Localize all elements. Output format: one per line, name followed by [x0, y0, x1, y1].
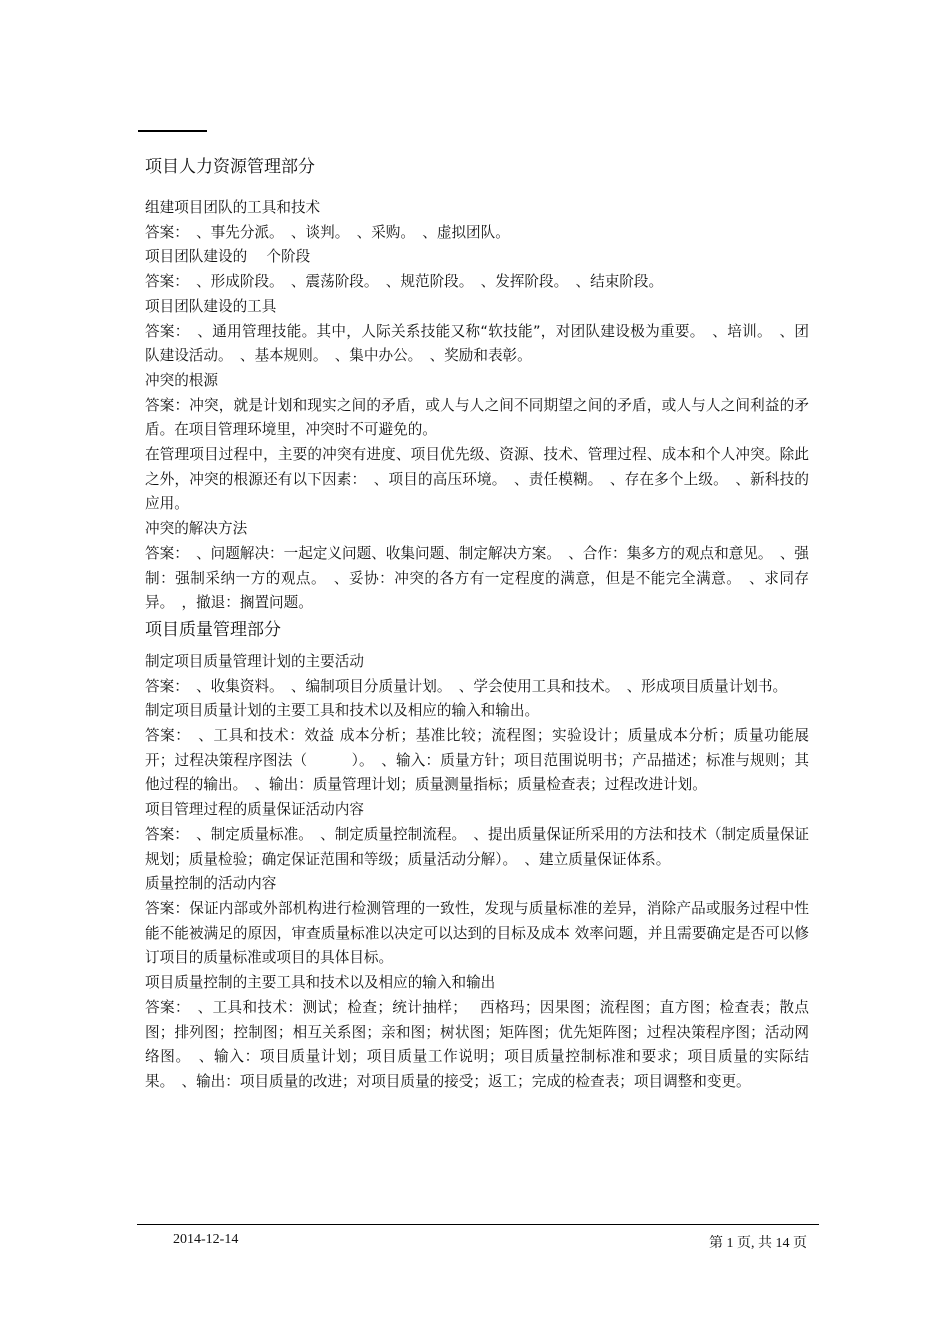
section-heading-quality: 项目质量管理部分 — [145, 619, 281, 640]
question-title: 制定项目质量管理计划的主要活动 — [145, 652, 364, 670]
question-title: 制定项目质量计划的主要工具和技术以及相应的输入和输出。 — [145, 702, 540, 720]
question-title: 项目团队建设的工具 — [145, 297, 277, 315]
question-title: 组建项目团队的工具和技术 — [145, 199, 321, 216]
question-title: 项目团队建设的 个阶段 — [145, 248, 311, 266]
answer-text: 答案： 、通用管理技能。其中，人际关系技能又称“软技能”，对团队建设极为重要。 、培训。 、团队建设活动。 、基本规则。 、集中办公。 、奖励和表彰。 — [145, 322, 809, 365]
answer-text: 答案： 、问题解决：一起定义问题、收集问题、制定解决方案。 、合作：集多方的观点和意见。 、强制：强制采纳一方的观点。 、妥协：冲突的各方有一定程度的满意，但是不能完全满意。 、求同存异。 ，撤退：搁置问题。 — [145, 544, 810, 612]
footer-date: 2014-12-14 — [173, 1232, 239, 1247]
answer-text: 答案： 、工具和技术：测试；检查；统计抽样； 西格玛；因果图；流程图；直方图；检查表；散点图；排列图；控制图；相互关系图；亲和图；树状图；矩阵图；优先矩阵图；过程决策程序图；活动网络图。 、输入：项目质量计划；项目质量工作说明；项目质量控制标准和要求；项目质量的实际结果。 、输出：项目质量的改进；对项目质量的接受；返工；完成的检查表；项目调整和变更。 — [145, 998, 809, 1090]
answer-text: 答案： 、工具和技术：效益 成本分析；基准比较；流程图；实验设计；质量成本分析；质量功能展开；过程决策程序图法（ ）。 、输入：质量方针；项目范围说明书；产品描述；标准与规则；其他过程的输出。 、输出：质量管理计划；质量测量指标；质量检查表；过程改进计划。 — [145, 727, 809, 794]
question-title: 项目管理过程的质量保证活动内容 — [145, 801, 364, 819]
header-rule — [138, 130, 207, 132]
answer-text: 答案： 、收集资料。 、编制项目分质量计划。 、学会使用工具和技术。 、形成项目质量计划书。 — [145, 677, 788, 695]
answer-text: 答案： 、形成阶段。 、震荡阶段。 、规范阶段。 、发挥阶段。 、结束阶段。 — [145, 273, 664, 291]
footer-page-number: 第 1 页, 共 14 页 — [709, 1236, 807, 1251]
question-title: 冲突的根源 — [145, 371, 218, 389]
answer-text: 在管理项目过程中，主要的冲突有进度、项目优先级、资源、技术、管理过程、成本和个人冲突。除此之外，冲突的根源还有以下因素： 、项目的高压环境。 、责任模糊。 、存在多个上级。 、新科技的应用。 — [145, 446, 809, 513]
question-title: 项目质量控制的主要工具和技术以及相应的输入和输出 — [145, 974, 496, 992]
footer-rule — [137, 1224, 819, 1225]
section-heading-hr: 项目人力资源管理部分 — [145, 157, 315, 177]
question-title: 质量控制的活动内容 — [145, 875, 277, 893]
answer-text: 答案：保证内部或外部机构进行检测管理的一致性，发现与质量标准的差异，消除产品或服务过程中性能不能被满足的原因，审查质量标准以决定可以达到的目标及成本 效率问题，并且需要确定是否可以修订项目的质量标准或项目的具体目标。 — [145, 899, 809, 967]
question-title: 冲突的解决方法 — [145, 520, 248, 538]
document-body — [145, 155, 809, 1095]
answer-text: 答案： 、制定质量标准。 、制定质量控制流程。 、提出质量保证所采用的方法和技术（制定质量保证规划；质量检验；确定保证范围和等级；质量活动分解）。 、建立质量保证体系。 — [145, 825, 810, 868]
answer-text: 答案：冲突，就是计划和现实之间的矛盾，或人与人之间不同期望之间的矛盾，或人与人之间利益的矛盾。在项目管理环境里，冲突时不可避免的。 — [145, 396, 809, 439]
answer-text: 答案： 、事先分派。 、谈判。 、采购。 、虚拟团队。 — [145, 223, 510, 241]
